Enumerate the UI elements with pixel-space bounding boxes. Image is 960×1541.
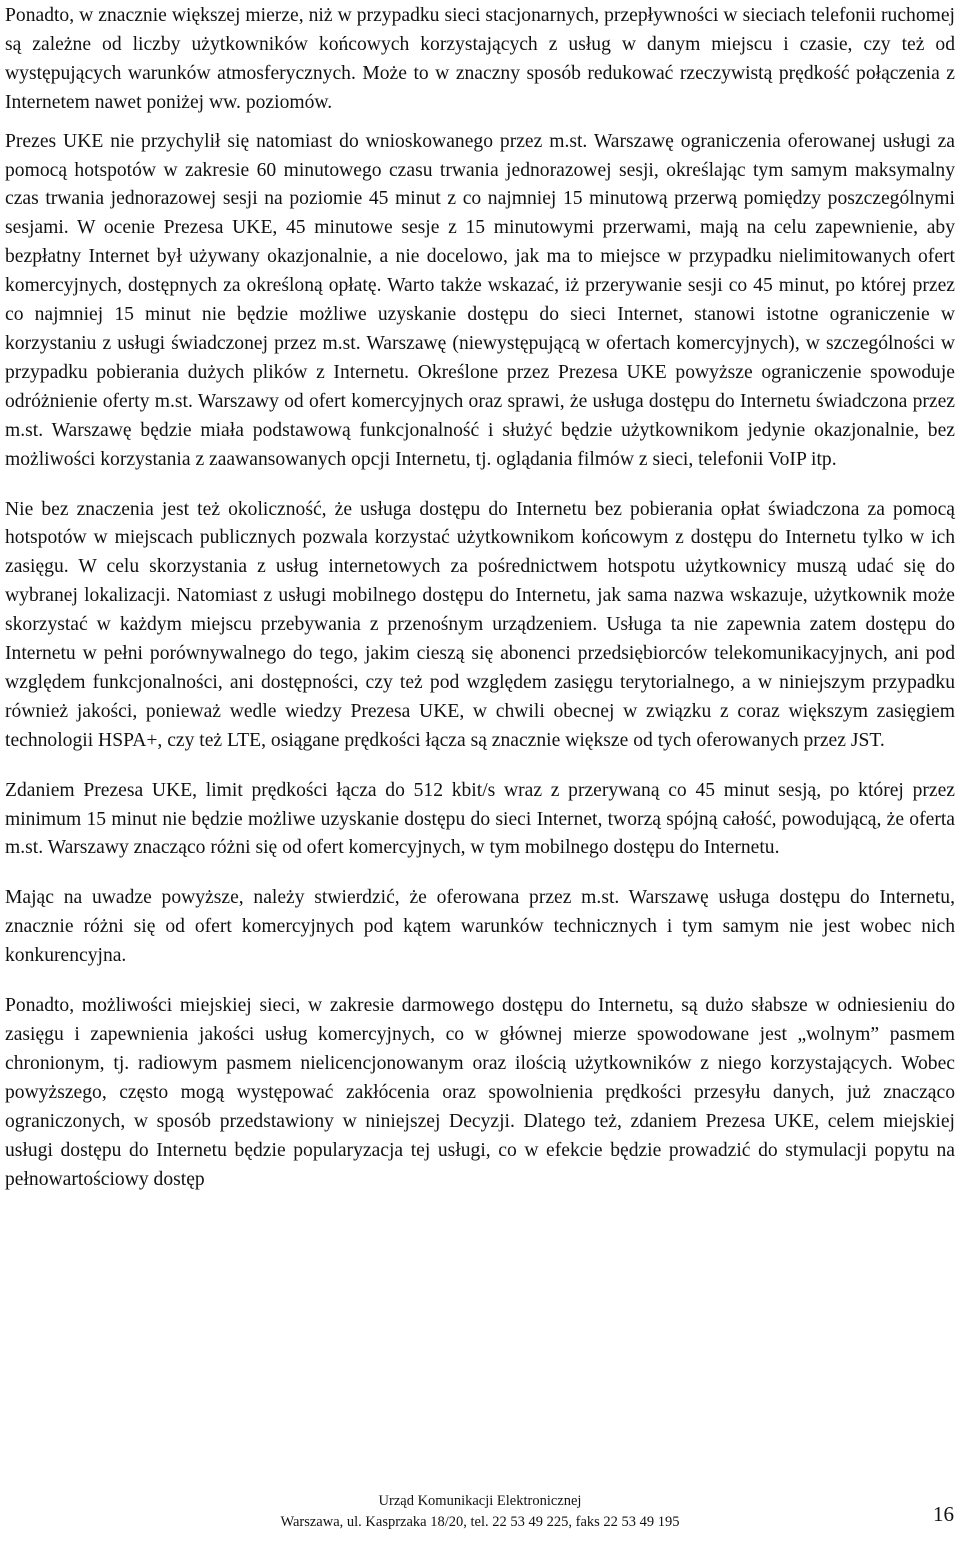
- paragraph-2: Prezes UKE nie przychylił się natomiast do wnioskowanego przez m.st. Warszawę ograniczenia oferowanej usługi za pomocą hotspotów w zakresie 60 minutowego czasu trwania jednorazowej sesji, określając tym samym maksymalny czas trwania jednorazowej sesji na poziomie 45 minut z co najmniej 15 minutową przerwą pomiędzy poszczególnymi sesjami. W ocenie Prezesa UKE, 45 minutowe sesje z 15 minutowymi przerwami, mają na celu zapewnienie, aby bezpłatny Internet był używany okazjonalnie, a nie docelowo, jak ma to miejsce w przypadku nielimitowanych ofert komercyjnych, dostępnych za określoną opłatę. Warto także wskazać, iż przerywanie sesji co 45 minut, po której przez co najmniej 15 minut nie będzie możliwe uzyskanie dostępu do sieci Internet, stanowi istotne ograniczenie w korzystaniu z usługi świadczonej przez m.st. Warszawę (niewystępującą w ofertach komercyjnych), w szczególności w przypadku pobierania dużych plików z Internetu. Określone przez Prezesa UKE powyższe ograniczenie spowoduje odróżnienie oferty m.st. Warszawy od ofert komercyjnych oraz sprawi, że usługa dostępu do Internetu świadczona przez m.st. Warszawę będzie miała podstawową funkcjonalność i służyć będzie użytkownikom jedynie okazjonalnie, bez możliwości korzystania z zaawansowanych opcji Internetu, tj. oglądania filmów z sieci, telefonii VoIP itp.: [5, 130, 955, 470]
- paragraph-3: Nie bez znaczenia jest też okoliczność, że usługa dostępu do Internetu bez pobierania opłat świadczona za pomocą hotspotów w miejscach publicznych pozwala korzystać użytkownikom końcowym z dostępu do Internetu tylko w ich zasięgu. W celu skorzystania z usług internetowych za pośrednictwem hotspotu użytkownicy muszą udać się do wybranej lokalizacji. Natomiast z usługi mobilnego dostępu do Internetu, jak sama nazwa wskazuje, użytkownik może skorzystać w każdym miejscu przebywania z przenośnym urządzeniem. Usługa ta nie zapewnia zatem dostępu do Internetu w pełni porównywalnego do tego, jakim cieszą się abonenci przedsiębiorców telekomunikacyjnych, ani pod względem funkcjonalności, ani dostępności, czy też pod względem zasięgu terytorialnego, a w niniejszym przypadku również jakości, ponieważ wedle wiedzy Prezesa UKE, w chwili obecnej w związku z coraz większym zasięgiem technologii HSPA+, czy też LTE, osiągane prędkości łącza są znacznie większe od tych oferowanych przez JST.: [5, 498, 955, 751]
- footer-address-block: [180, 1491, 780, 1533]
- page-number: 16: [933, 1502, 954, 1526]
- paragraph-1: Ponadto, w znacznie większej mierze, niż w przypadku sieci stacjonarnych, przepływności w sieciach telefonii ruchomej są zależne od liczby użytkowników końcowych korzystających z usług w danym miejscu i czasie, czy też od występujących warunków atmosferycznych. Może to w znaczny sposób redukować rzeczywistą prędkość połączenia z Internetem nawet poniżej ww. poziomów.: [5, 5, 955, 113]
- paragraph-6: Ponadto, możliwości miejskiej sieci, w zakresie darmowego dostępu do Internetu, są dużo słabsze w odniesieniu do zasięgu i zapewnienia jakości usług komercyjnych, co w głównej mierze spowodowane jest „wolnym” pasmem chronionym, tj. radiowym pasmem nielicencjonowanym oraz ilością użytkowników z niego korzystających. Wobec powyższego, często mogą występować zakłócenia oraz spowolnienia prędkości przesyłu danych, już znacząco ograniczonych, w sposób przedstawiony w niniejszej Decyzji. Dlatego też, zdaniem Prezesa UKE, celem miejskiej usługi dostępu do Internetu będzie popularyzacja tej usługi, co w efekcie będzie prowadzić do stymulacji popytu na pełnowartościowy dostęp: [5, 995, 955, 1190]
- document-body: [5, 2, 955, 1194]
- page-footer: [0, 1491, 960, 1541]
- footer-office-name: Urząd Komunikacji Elektronicznej: [378, 1493, 582, 1509]
- footer-address: Warszawa, ul. Kasprzaka 18/20, tel. 22 53 49 225, faks 22 53 49 195: [280, 1514, 680, 1530]
- paragraph-4: Zdaniem Prezesa UKE, limit prędkości łącza do 512 kbit/s wraz z przerywaną co 45 minut sesją, po której przez minimum 15 minut nie będzie możliwe uzyskanie dostępu do sieci Internet, tworzą spójną całość, powodującą, że oferta m.st. Warszawy znacząco różni się od ofert komercyjnych, w tym mobilnego dostępu do Internetu.: [5, 779, 955, 859]
- paragraph-5: Mając na uwadze powyższe, należy stwierdzić, że oferowana przez m.st. Warszawę usługa dostępu do Internetu, znacznie różni się od ofert komercyjnych pod kątem warunków technicznych i tym samym nie jest wobec nich konkurencyjna.: [5, 887, 955, 967]
